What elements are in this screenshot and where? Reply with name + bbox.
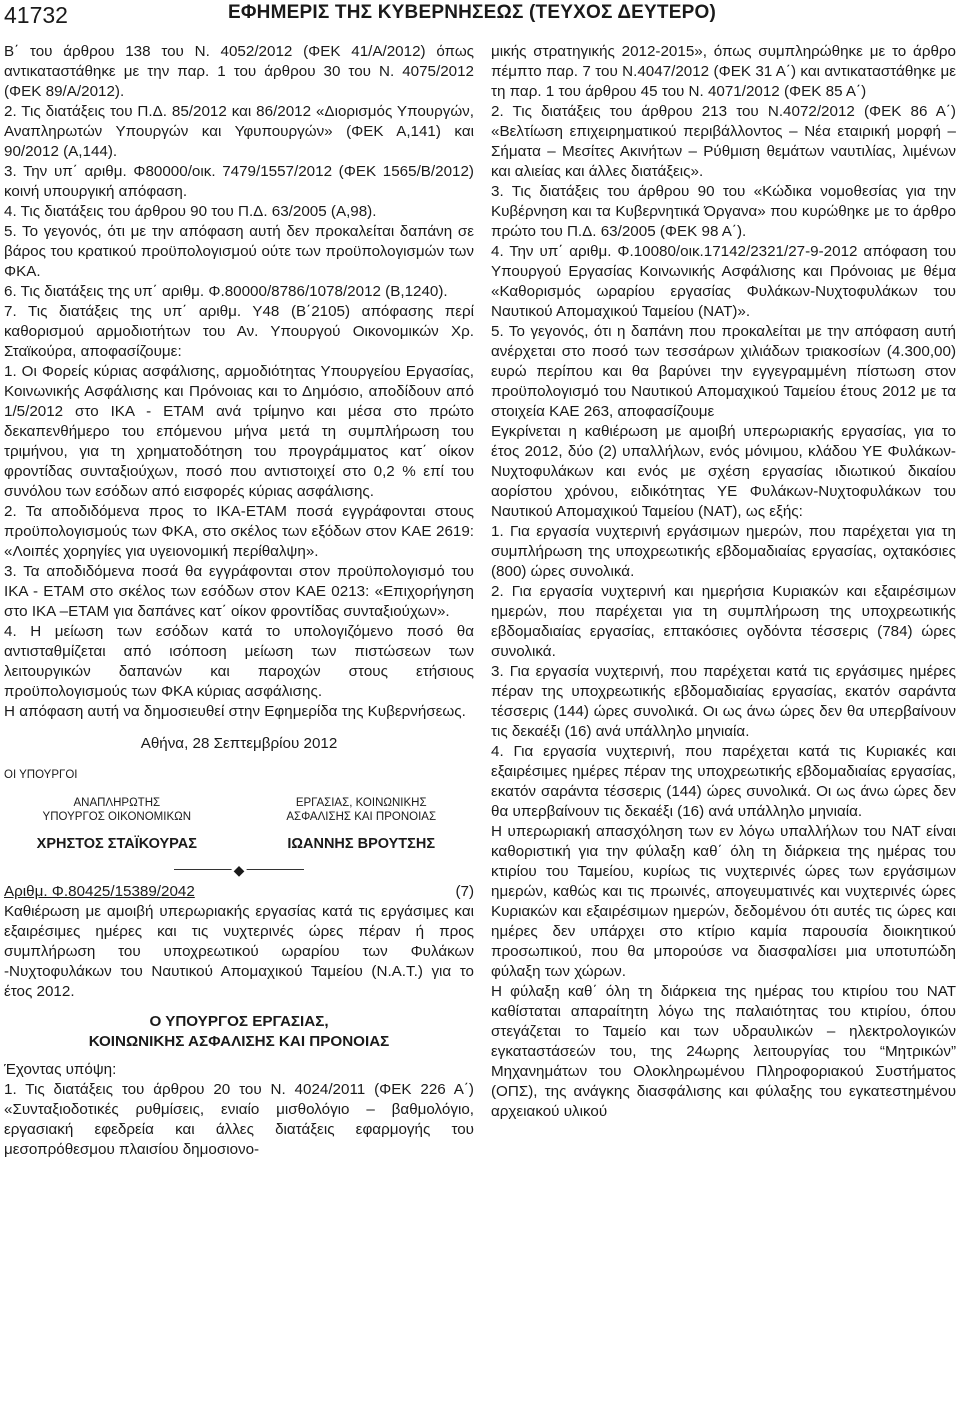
paragraph: Β΄ του άρθρου 138 του Ν. 4052/2012 (ΦΕΚ 41/Α/2012) όπως αντικαταστάθηκε με την παρ. 1 του άρθρου 30 του Ν. 4075/2012 (ΦΕΚ 89/Α/2012). [4, 43, 474, 100]
paragraph: 1. Για εργασία νυχτερινή εργάσιμων ημερών, που παρέχεται για τη συμπλήρωση της υποχρεωτικής εβδομαδιαίας εργασίας, οχτακόσιες (800) ώρες συνολικά. [491, 523, 956, 580]
decision-sequence: (7) [455, 883, 474, 900]
paragraph: 2. Για εργασία νυχτερινή και ημερήσια Κυριακών και εξαιρέσιμων ημερών, που παρέχεται για τη συμπλήρωση της υποχρεωτικής εβδομαδιαίας εργασίας, επτακόσιες ογδόντα τέσσερις (784) ώρες συνολικά. [491, 583, 956, 660]
ministers-heading: ΟΙ ΥΠΟΥΡΓΟΙ [4, 769, 78, 781]
paragraph: Εγκρίνεται η καθιέρωση με αμοιβή υπερωριακής εργασίας, για το έτος 2012, δύο (2) υπαλλήλων, ενός μόνιμου, κλάδου ΥΕ Φυλάκων-Νυχτοφυλάκων και ενός με σχέση εργασίας ιδιωτικού δικαίου αορίστου χρόνου, ειδικότητας ΥΕ Φυλάκων-Νυχτοφυλάκων του Ναυτικού Απομαχικού Ταμείου (ΝΑΤ), ως εξής: [491, 423, 956, 520]
paragraph: μικής στρατηγικής 2012-2015», όπως συμπληρώθηκε με το άρθρο πέμπτο παρ. 7 του Ν.4047/2012 (ΦΕΚ 31 Α΄) και αντικαταστάθηκε με τη παρ. 1 του άρθρου 45 του Ν. 4071/2012 (ΦΕΚ 85 Α΄) [491, 43, 956, 100]
paragraph: 3. Τις διατάξεις του άρθρου 90 του «Κώδικα νομοθεσίας για την Κυβέρνηση και τα Κυβερνητικά Όργανα» που κυρώθηκε με το άρθρο πρώτο του Π.Δ. 63/2005 (ΦΕΚ 98 Α΄). [491, 183, 956, 240]
paragraph: 1. Οι Φορείς κύριας ασφάλισης, αρμοδιότητας Υπουργείου Εργασίας, Κοινωνικής Ασφάλισης και Πρόνοιας και το Δημόσιο, αποδίδουν από 1/5/2012 στο ΙΚΑ - ΕΤΑΜ ανά τρίμηνο και μέσα στο πρώτο δεκαπενθήμερο του επόμενου μήνα μετά τη συμπλήρωση του τριμήνου, για τη χρηματοδότηση του προγράμματος κατ΄ οίκον φροντίδας συνταξιούχων, ποσό που αντιστοιχεί στο 0,2 % επί του συνόλου των εσόδων από εισφορές κύριας ασφάλισης. [4, 363, 474, 500]
paragraph: 2. Τα αποδιδόμενα προς το ΙΚΑ-ΕΤΑΜ ποσά εγγράφονται στους προϋπολογισμούς των ΦΚΑ, στο σκέλος των εξόδων στον ΚΑΕ 2619: «Λοιπές χορηγίες για υγειονομική περίθαλψη». [4, 503, 474, 560]
paragraph: 2. Τις διατάξεις του Π.Δ. 85/2012 και 86/2012 «Διορισμός Υπουργών, Αναπληρωτών Υπουργών και Υφυπουργών» (ΦΕΚ Α,141) και 90/2012 (Α,144). [4, 103, 474, 160]
decision-title: Καθιέρωση με αμοιβή υπερωριακής εργασίας κατά τις εργάσιμες και εξαιρέσιμες ημέρες και τις νυχτερινές ώρες πέραν ή προς συμπλήρωση του υποχρεωτικού ωραρίου των Φυλάκων -Νυχτοφυλάκων του Ναυτικού Απομαχικού Ταμείου (Ν.Α.Τ.) για το έτος 2012. [4, 903, 474, 1000]
paragraph: 4. Την υπ΄ αριθμ. Φ.10080/οικ.17142/2321/27-9-2012 απόφαση του Υπουργού Εργασίας Κοινωνικής Ασφάλισης και Πρόνοιας με θέμα «Καθορισμός ωραρίου εργασίας Φυλάκων-Νυχτοφυλάκων του Ναυτικού Απομαχικού Ταμείου (ΝΑΤ)». [491, 243, 956, 320]
paragraph: Η απόφαση αυτή να δημοσιευθεί στην Εφημερίδα της Κυβερνήσεως. [4, 703, 466, 720]
paragraph: 4. Η μείωση των εσόδων κατά το υπολογιζόμενο ποσό θα αντισταθμίζεται από ισόποση μείωση των πιστώσεων των λειτουργικών δαπανών και παροχών στους ετήσιους προϋπολογισμούς των ΦΚΑ κύριας ασφάλισης. [4, 623, 474, 700]
signature-block [4, 796, 474, 854]
paragraph: Η υπερωριακή απασχόληση των εν λόγω υπαλλήλων του ΝΑΤ είναι καθοριστική για την φύλαξη καθ΄ όλη τη διάρκεια της ημέρας του κτιρίου του Ταμείου, κυρίως τις νυχτερινές ώρες των εργάσιμων ημερών, καθώς και τις πρωινές, απογευματινές και νυχτερινές ώρες Κυριακών και εξαιρέσιμων ημερών, δεδομένου ότι αυτές τις ώρες και ημέρες δεν υπάρχει στο κτίριο καμία παρουσία διοικητικού προσωπικού, που θα μπορούσε να διασφαλίσει μια υποτυπώδη φύλαξη των χώρων. [491, 823, 956, 980]
paragraph: 2. Τις διατάξεις του άρθρου 213 του Ν.4072/2012 (ΦΕΚ 86 Α΄) «Βελτίωση επιχειρηματικού περιβάλλοντος – Νέα εταιρική μορφή – Σήματα – Μεσίτες Ακινήτων – Ρύθμιση θεμάτων ναυτιλίας, λιμένων και αλιείας και άλλες διατάξεις». [491, 103, 956, 180]
section-divider [4, 858, 474, 880]
diamond-icon: ◆ [233, 862, 245, 878]
role-line: ΑΣΦΑΛΙΣΗΣ ΚΑΙ ΠΡΟΝΟΙΑΣ [286, 811, 437, 823]
signature-left [4, 796, 230, 854]
paragraph: 3. Τα αποδιδόμενα ποσά θα εγγράφονται στον προϋπολογισμό του ΙΚΑ - ΕΤΑΜ στο σκέλος των εσόδων στον ΚΑΕ 0213: «Επιχορήγηση στο ΙΚΑ –ΕΤΑΜ για δαπάνες κατ΄ οίκον φροντίδας συνταξιούχων». [4, 563, 474, 620]
paragraph: 4. Για εργασία νυχτερινή, που παρέχεται κατά τις Κυριακές και εξαιρέσιμες ημέρες πέραν της υποχρεωτικής εβδομαδιαίας εργασίας, εκατόν σαράντα τέσσερις (144) ώρες συνολικά. Οι ως άνω ώρες δεν θα υπερβαίνουν τις δεκαέξι (16) ανά υπάλληλο μηνιαία. [491, 743, 956, 820]
gazette-title: ΕΦΗΜΕΡΙΣ ΤΗΣ ΚΥΒΕΡΝΗΣΕΩΣ (ΤΕΥΧΟΣ ΔΕΥΤΕΡΟ) [228, 2, 716, 23]
page-header [0, 0, 960, 34]
paragraph: 3. Για εργασία νυχτερινή, που παρέχεται κατά τις εργάσιμες ημέρες πέραν της υποχρεωτικής εβδομαδιαίας εργασίας, εκατόν σαράντα τέσσερις (144) ώρες συνολικά. Οι ως άνω ώρες δεν θα υπερβαίνουν τις δεκαέξι (16) ανά υπάλληλο μηνιαία. [491, 663, 956, 740]
role-line: ΕΡΓΑΣΙΑΣ, ΚΟΙΝΩΝΙΚΗΣ [295, 797, 427, 809]
decision-header [4, 882, 474, 902]
paragraph: 4. Τις διατάξεις του άρθρου 90 του Π.Δ. 63/2005 (Α,98). [4, 203, 377, 220]
decision-number: Αριθμ. Φ.80425/15389/2042 [4, 883, 195, 900]
paragraph: 5. Το γεγονός, ότι με την απόφαση αυτή δεν προκαλείται δαπάνη σε βάρος του κρατικού προϋπολογισμού ούτε των προϋπολογισμών των ΦΚΑ. [4, 223, 474, 280]
role-line: ΑΝΑΠΛΗΡΩΤΗΣ [73, 797, 161, 809]
paragraph: 5. Το γεγονός, ότι η δαπάνη που προκαλείται με την απόφαση αυτή ανέρχεται στο ποσό των τεσσάρων χιλιάδων τριακοσίων (4.300,00) ευρώ περίπου και θα βαρύνει την εγγεγραμμένη πίστωση στον προϋπολογισμό του Ναυτικού Απομαχικού Ταμείου έτους 2012 με τα στοιχεία ΚΑΕ 263, αποφασίζουμε [491, 323, 956, 420]
signatory-name: ΧΡΗΣΤΟΣ ΣΤΑΪΚΟΥΡΑΣ [36, 836, 197, 852]
left-column [4, 42, 474, 1160]
authority-line: Ο ΥΠΟΥΡΓΟΣ ΕΡΓΑΣΙΑΣ, [149, 1013, 329, 1030]
paragraph: 7. Τις διατάξεις της υπ΄ αριθμ. Υ48 (Β΄2105) απόφασης περί καθορισμού αρμοδιοτήτων του Αν. Υπουργού Οικονομικών Χρ. Σταϊκούρα, αποφασίζουμε: [4, 303, 474, 360]
signatory-name: ΙΩΑΝΝΗΣ ΒΡΟΥΤΣΗΣ [287, 836, 436, 852]
signature-right [248, 796, 474, 854]
paragraph: Η φύλαξη καθ΄ όλη τη διάρκεια της ημέρας του κτιρίου του ΝΑΤ καθίσταται απαραίτητη λόγω της παλαιότητας του κτιρίου, όπου στεγάζεται το Ταμείο και των υδραυλικών – ηλεκτρολογικών εγκαταστάσεών του, της 24ωρης λειτουργίας του “Μητρικών” Μηχανημάτων του Ολοκληρωμένου Πληροφοριακού Συστήματος (ΟΠΣ), της ανάγκης διασφάλισης και φύλαξης του εγκατεστημένου αρχειακού υλικού [491, 983, 956, 1120]
signature-date: Αθήνα, 28 Σεπτεμβρίου 2012 [140, 735, 338, 752]
having-heading: Έχοντας υπόψη: [4, 1061, 117, 1078]
paragraph: 3. Την υπ΄ αριθμ. Φ80000/οικ. 7479/1557/2012 (ΦΕΚ 1565/Β/2012) κοινή υπουργική απόφαση. [4, 163, 474, 200]
right-column [491, 42, 956, 1122]
authority-line: ΚΟΙΝΩΝΙΚΗΣ ΑΣΦΑΛΙΣΗΣ ΚΑΙ ΠΡΟΝΟΙΑΣ [88, 1033, 390, 1050]
page-number: 41732 [4, 2, 68, 28]
role-line: ΥΠΟΥΡΓΟΣ ΟΙΚΟΝΟΜΙΚΩΝ [42, 811, 192, 823]
paragraph: 1. Τις διατάξεις του άρθρου 20 του Ν. 4024/2011 (ΦΕΚ 226 Α΄) «Συνταξιοδοτικές ρυθμίσεις, ενιαίο μισθολόγιο – βαθμολόγιο, εργασιακή εφεδρεία και άλλες διατάξεις εφαρμογής του μεσοπρόθεσμου πλαισίου δημοσιονο- [4, 1081, 474, 1158]
paragraph: 6. Τις διατάξεις της υπ΄ αριθμ. Φ.80000/8786/1078/2012 (Β,1240). [4, 283, 448, 300]
